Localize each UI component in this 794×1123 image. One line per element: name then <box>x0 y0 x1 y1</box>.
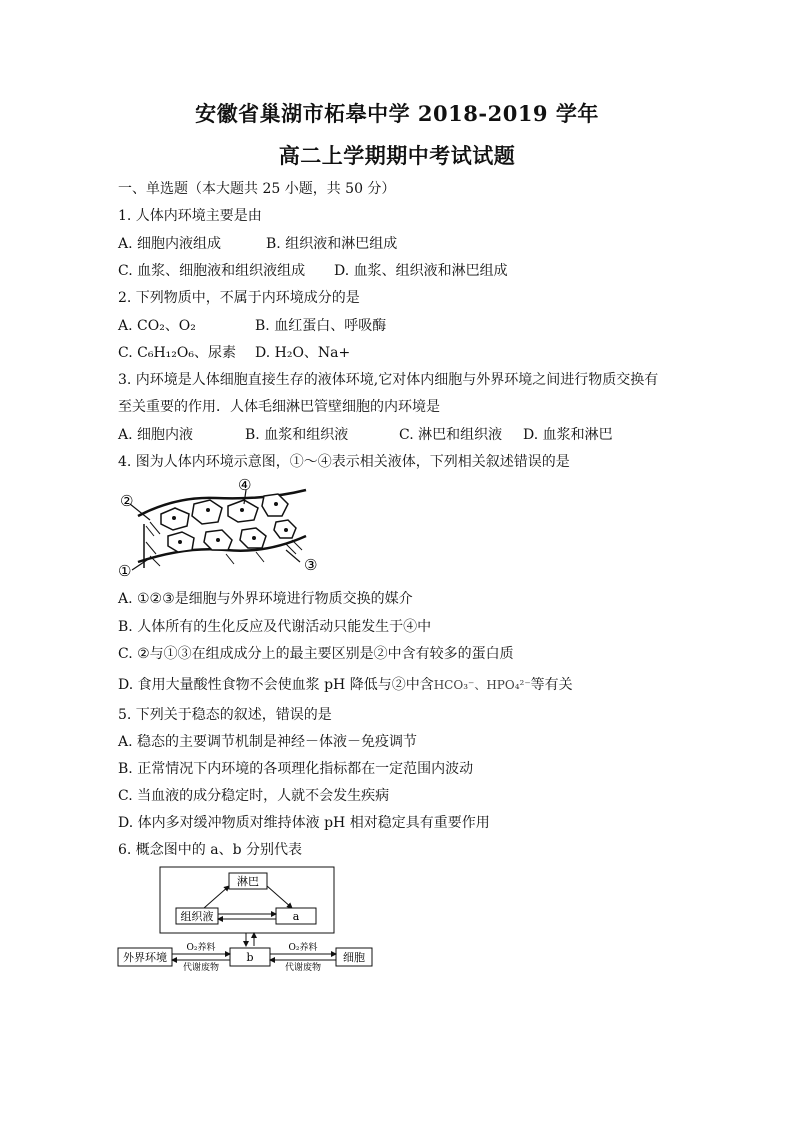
q4-option-a: A. ①②③是细胞与外界环境进行物质交换的媒介 <box>118 591 413 607</box>
fig-label-2: ② <box>120 492 134 510</box>
exam-title-line2: 高二上学期期中考试试题 <box>278 143 516 168</box>
q4-option-d-tail: 等有关 <box>530 677 573 693</box>
label-tissue-fluid: 组织液 <box>180 910 214 923</box>
label-o2-right: O₂养料 <box>288 943 318 953</box>
q2-options-row1 <box>118 317 386 335</box>
q5-option-d: D. 体内多对缓冲物质对维持体液 pH 相对稳定具有重要作用 <box>118 815 490 831</box>
q3-option-b: B. 血浆和组织液 <box>245 427 349 443</box>
label-outside: 外界环境 <box>123 951 167 964</box>
q2-options-row2 <box>118 344 350 362</box>
q1-options-row2 <box>118 262 508 280</box>
q2-option-a: A. CO₂、O₂ <box>118 318 196 334</box>
q3-option-d: D. 血浆和淋巴 <box>523 427 613 443</box>
q2-option-c: C. C₆H₁₂O₆、尿素 <box>118 345 236 361</box>
label-waste-right: 代谢废物 <box>284 963 322 972</box>
q5-stem: 5. 下列关于稳态的叙述，错误的是 <box>118 707 332 723</box>
label-waste-left: 代谢废物 <box>182 963 220 972</box>
q4-option-d <box>118 676 573 694</box>
q1-option-b: B. 组织液和淋巴组成 <box>266 236 398 252</box>
q3-stem-line1: 3. 内环境是人体细胞直接生存的液体环境,它对体内细胞与外界环境之间进行物质交换有 <box>118 372 659 388</box>
label-b: b <box>246 951 254 964</box>
fig-label-1: ① <box>118 562 132 580</box>
q1-option-d: D. 血浆、组织液和淋巴组成 <box>334 263 508 279</box>
q2-stem: 2. 下列物质中，不属于内环境成分的是 <box>118 290 360 306</box>
concept-map-diagram <box>116 864 376 972</box>
q4-option-c: C. ②与①③在组成成分上的最主要区别是②中含有较多的蛋白质 <box>118 646 514 662</box>
internal-environment-figure <box>116 476 326 580</box>
q5-option-c: C. 当血液的成分稳定时，人就不会发生疾病 <box>118 788 390 804</box>
q4-option-d-ions: HCO₃⁻、HPO₄²⁻ <box>433 678 531 692</box>
q3-option-c: C. 淋巴和组织液 <box>399 427 503 443</box>
q3-options-row <box>118 426 613 444</box>
label-o2-left: O₂养料 <box>186 943 216 953</box>
q3-option-a: A. 细胞内液 <box>118 427 194 443</box>
fig-label-3: ③ <box>304 556 318 574</box>
q6-stem: 6. 概念图中的 a、b 分别代表 <box>118 842 303 858</box>
q3-stem-line2: 至关重要的作用．人体毛细淋巴管壁细胞的内环境是 <box>118 399 440 415</box>
q2-option-b: B. 血红蛋白、呼吸酶 <box>255 318 387 334</box>
q4-option-d-text: D. 食用大量酸性食物不会使血浆 pH 降低与②中含 <box>118 677 434 693</box>
q4-option-b: B. 人体所有的生化反应及代谢活动只能发生于④中 <box>118 619 432 635</box>
section-heading: 一、单选题（本大题共 25 小题，共 50 分） <box>118 181 396 197</box>
label-cell: 细胞 <box>343 951 365 964</box>
q1-option-a: A. 细胞内液组成 <box>118 236 222 252</box>
q1-options-row1 <box>118 235 397 253</box>
fig-label-4: ④ <box>238 476 252 494</box>
label-a: a <box>292 910 300 923</box>
label-lymph: 淋巴 <box>237 875 259 888</box>
q5-option-b: B. 正常情况下内环境的各项理化指标都在一定范围内波动 <box>118 761 474 777</box>
q4-stem: 4. 图为人体内环境示意图，①～④表示相关液体，下列相关叙述错误的是 <box>118 454 570 470</box>
q5-option-a: A. 稳态的主要调节机制是神经－体液－免疫调节 <box>118 734 418 750</box>
q1-option-c: C. 血浆、细胞液和组织液组成 <box>118 263 306 279</box>
q2-option-d: D. H₂O、Na+ <box>255 345 351 361</box>
q1-stem: 1. 人体内环境主要是由 <box>118 208 262 224</box>
exam-title-line1: 安徽省巢湖市柘皋中学 2018-2019 学年 <box>195 101 599 126</box>
